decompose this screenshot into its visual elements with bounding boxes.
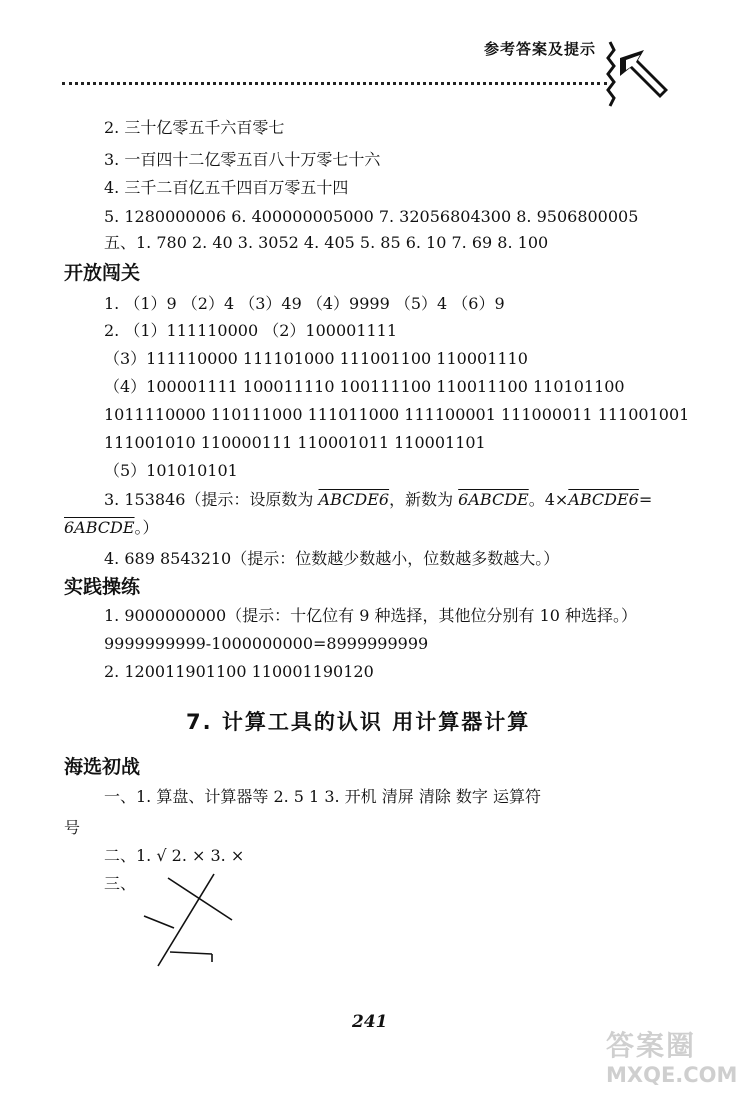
- overlined-number: ABCDE6: [568, 490, 639, 509]
- chapter-title: 7. 计算工具的认识 用计算器计算: [186, 710, 531, 734]
- answer-line: （3）111110000 111101000 111001100 110001110: [104, 349, 528, 368]
- q3-mid: ，新数为: [389, 490, 459, 509]
- overlined-number: 6ABCDE: [458, 490, 529, 509]
- answer-line: 1. （1）9 （2）4 （3）49 （4）9999 （5）4 （6）9: [104, 294, 505, 313]
- answer-line: 4. 三千二百亿五千四百万零五十四: [104, 178, 349, 197]
- watermark-text: 答案圈: [606, 1029, 697, 1062]
- matching-lines-figure: [140, 870, 250, 970]
- page-number: 241: [352, 1012, 388, 1032]
- overlined-number: 6ABCDE: [64, 518, 135, 537]
- q3-prefix: 3. 153846（提示：设原数为: [104, 490, 319, 509]
- answer-line: 1011110000 110111000 111011000 111100001 111000011 111001001: [104, 405, 690, 424]
- answer-line: 三、: [104, 874, 137, 893]
- section-heading-practice: 实践操练: [64, 576, 141, 598]
- answer-line: 5. 1280000006 6. 400000005000 7. 32056804300 8. 9506800005: [104, 207, 639, 226]
- watermark-url: MXQE.COM: [606, 1063, 738, 1087]
- answer-line-q3-cont: [64, 518, 159, 538]
- header-title: 参考答案及提示: [484, 40, 597, 58]
- answer-line: 111001010 110000111 110001011 110001101: [104, 433, 486, 452]
- answer-line: 2. （1）111110000 （2）100001111: [104, 321, 398, 340]
- answer-line: （4）100001111 100011110 100111100 110011100 110101100: [104, 377, 625, 396]
- watermark-logo: [606, 1030, 746, 1092]
- answer-line: 号: [64, 818, 81, 837]
- q3-end: =: [638, 490, 653, 509]
- answer-line: 二、1. √ 2. × 3. ×: [104, 846, 245, 865]
- overlined-number: ABCDE6: [318, 490, 390, 509]
- q3-mid2: 。4×: [528, 490, 569, 509]
- answer-line: 2. 三十亿零五千六百零七: [104, 118, 285, 137]
- header-dotted-rule: [62, 82, 607, 85]
- answer-line: 一、1. 算盘、计算器等 2. 5 1 3. 开机 清屏 清除 数字 运算符: [104, 787, 542, 806]
- section-heading-open: 开放闯关: [64, 262, 141, 284]
- answer-line: 2. 120011901100 110001190120: [104, 662, 374, 681]
- arrow-icon: [604, 36, 684, 116]
- answer-line: 4. 689 8543210（提示：位数越少数越小，位数越多数越大。）: [104, 549, 560, 568]
- answer-line: 9999999999-1000000000=8999999999: [104, 634, 429, 653]
- answer-line-q3: [104, 490, 652, 510]
- answer-line: 五、1. 780 2. 40 3. 3052 4. 405 5. 85 6. 10 7. 69 8. 100: [104, 233, 549, 252]
- answer-line: （5）101010101: [104, 461, 238, 480]
- section-heading-select: 海选初战: [64, 756, 141, 778]
- q3-cont-end: 。）: [134, 518, 159, 537]
- answer-line: 1. 9000000000（提示：十亿位有 9 种选择，其他位分别有 10 种选择。）: [104, 606, 638, 625]
- answer-line: 3. 一百四十二亿零五百八十万零七十六: [104, 150, 381, 169]
